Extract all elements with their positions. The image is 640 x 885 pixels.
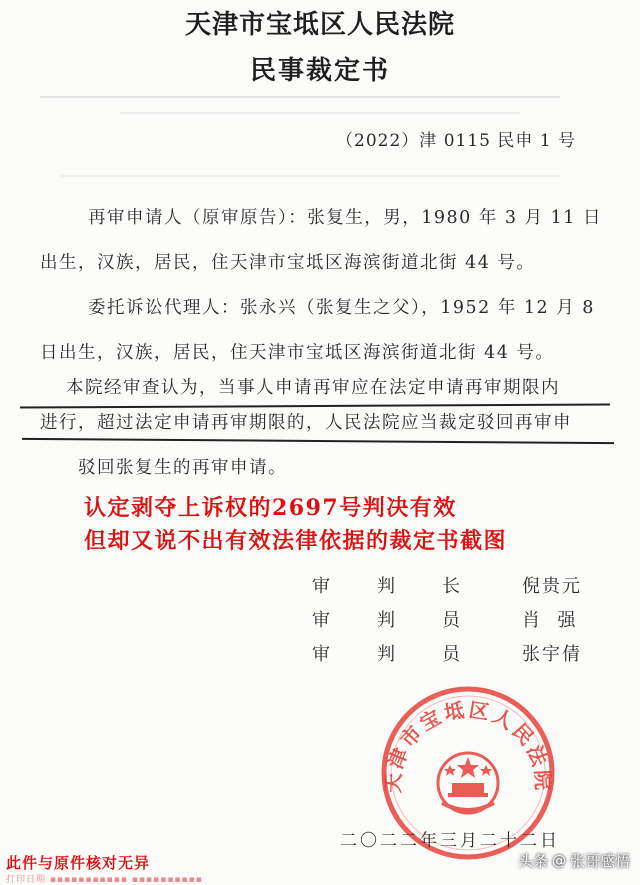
signature-role: 审 判 长 [312, 576, 462, 597]
signature-name: 张宇倩 [522, 644, 582, 665]
signature-role: 审 判 员 [312, 644, 462, 665]
annotation-line-1: 认定剥夺上诉权的2697号判决有效 [84, 495, 457, 521]
ruling-paragraph [40, 446, 605, 491]
annotation-line-2: 但却又说不出有效法律依据的裁定书截图 [84, 528, 508, 554]
applicant-text: 再审申请人（原审原告）：张复生，男，1980 年 3 月 11 日出生，汉族，居民，住天津市宝坻区海滨街道北街 44 号。 [40, 208, 603, 273]
signature-name: 肖 强 [522, 610, 578, 631]
court-name: 天津市宝坻区人民法院 [184, 10, 455, 40]
document-title: 民事裁定书 [249, 56, 390, 86]
print-stamp-strip: 打印日期 ▪▪▪▪▪▪▪▪▪▪▪ ▪▪▪▪▪▪▪▪▪▪ [6, 875, 203, 885]
case-number: （2022）津 0115 民申 1 号 [336, 131, 576, 151]
scan-artifact [120, 112, 520, 114]
watermark [518, 850, 630, 871]
signature-name: 倪贵元 [522, 576, 582, 597]
svg-text:天津市宝坻区人民法院: 天津市宝坻区人民法院 [380, 697, 556, 794]
national-emblem-icon [438, 753, 498, 813]
scan-artifact [40, 96, 560, 98]
holding-text-2: 进行，超过法定申请再审期限的，人民法院应当裁定驳回再审申 [40, 413, 572, 433]
scan-artifact [60, 175, 560, 177]
at-icon: @ [551, 852, 566, 869]
watermark-source: 头条 [517, 852, 548, 870]
watermark-author: 张哥感悟 [569, 852, 630, 870]
verify-note: 此件与原件核对无异 [6, 854, 151, 872]
signature-role: 审 判 员 [312, 610, 462, 631]
agent-text: 委托诉讼代理人：张永兴（张复生之父），1952 年 12 月 8 日出生，汉族，居民，住天津市宝坻区海滨街道北街 44 号。 [40, 298, 595, 363]
ruling-text: 驳回张复生的再审申请。 [78, 458, 287, 478]
holding-text-1: 本院经审查认为，当事人申请再审应在法定申请再审期限内 [66, 378, 560, 398]
ruling-date: 二〇二二年三月二十二日 [340, 831, 560, 851]
agent-paragraph [40, 286, 605, 376]
applicant-paragraph [40, 196, 605, 286]
